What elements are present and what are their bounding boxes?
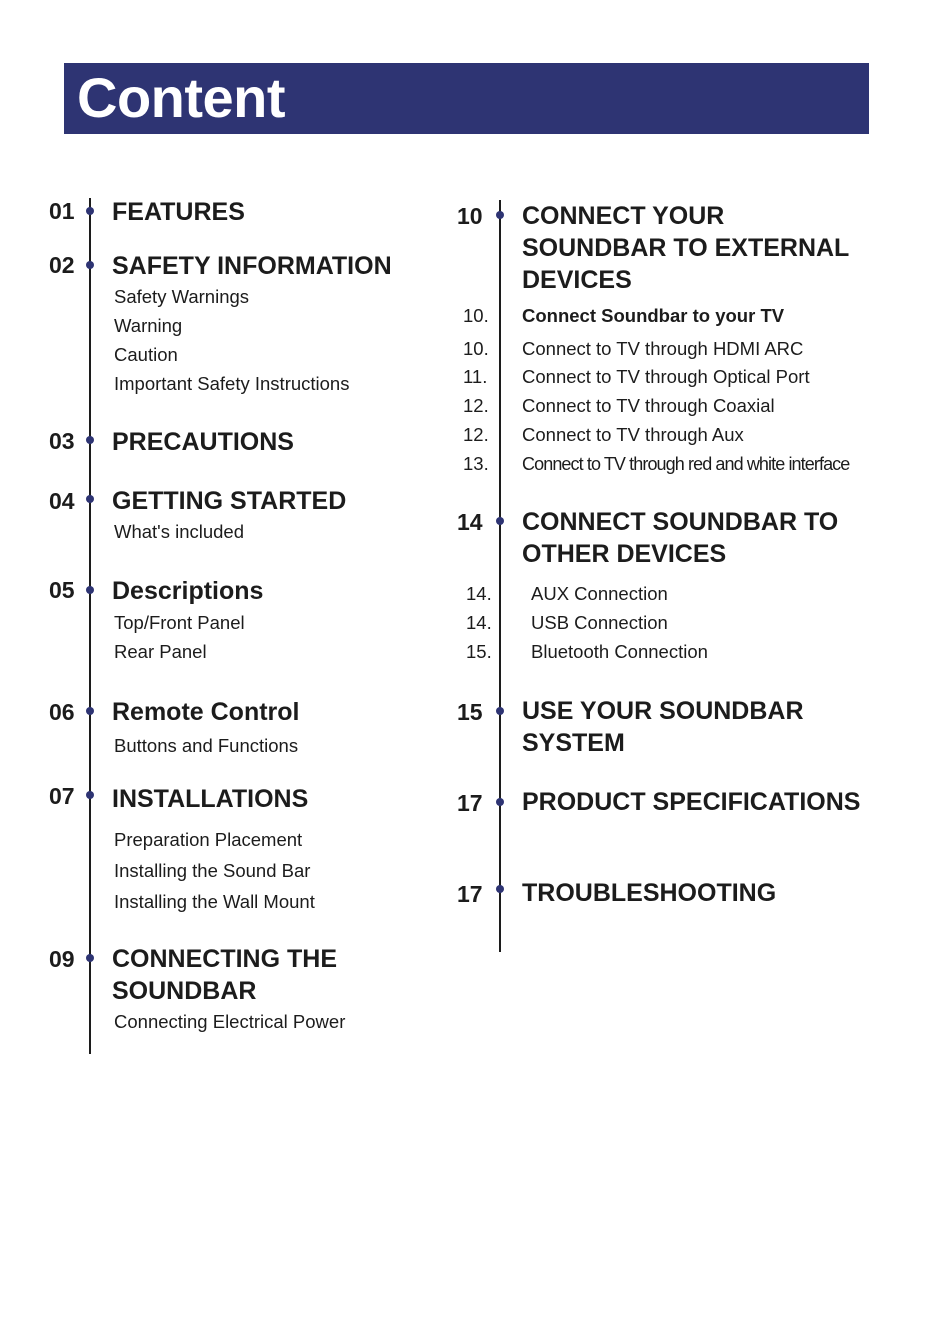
section-title-product-specifications[interactable]: PRODUCT SPECIFICATIONS	[522, 788, 861, 816]
right-timeline-line	[499, 200, 501, 952]
section-title-remote-control[interactable]: Remote Control	[112, 698, 300, 726]
section-number: 06	[49, 699, 75, 725]
subsection-item[interactable]: USB Connection	[531, 612, 668, 633]
section-number: 02	[49, 252, 75, 278]
timeline-dot	[86, 495, 94, 503]
subsection-item[interactable]: Safety Warnings	[114, 286, 250, 307]
subsection-item[interactable]: Connect to TV through red and white interface	[522, 454, 850, 474]
section-title-installations[interactable]: INSTALLATIONS	[112, 785, 309, 813]
section-number: 14	[457, 509, 483, 535]
subsection-page-number: 12.	[463, 395, 489, 416]
timeline-dot	[86, 791, 94, 799]
subsection-item[interactable]: What's included	[114, 521, 245, 542]
subsection-item[interactable]: AUX Connection	[531, 583, 668, 604]
subsection-page-number: 10.	[463, 338, 489, 359]
page-title: Content	[77, 66, 286, 129]
subsection-page-number: 10.	[463, 305, 489, 326]
section-title-descriptions[interactable]: Descriptions	[112, 577, 264, 605]
subsection-item[interactable]: Connecting Electrical Power	[114, 1011, 346, 1032]
section-title-connect-your-soundbar[interactable]: CONNECT YOUR	[522, 202, 725, 230]
timeline-dot	[86, 707, 94, 715]
timeline-dot	[496, 707, 504, 715]
section-title-safety-information[interactable]: SAFETY INFORMATION	[112, 252, 392, 280]
subsection-page-number: 15.	[466, 641, 492, 662]
section-title-use-your-soundbar-system[interactable]: USE YOUR SOUNDBAR	[522, 697, 804, 725]
content-banner	[64, 63, 869, 134]
timeline-dot	[496, 211, 504, 219]
subsection-item[interactable]: Preparation Placement	[114, 829, 303, 850]
timeline-dot	[86, 261, 94, 269]
subsection-item-bold[interactable]: Connect Soundbar to your TV	[522, 305, 785, 326]
subsection-item[interactable]: Connect to TV through Aux	[522, 424, 744, 445]
timeline-dot	[496, 517, 504, 525]
subsection-item[interactable]: Bluetooth Connection	[531, 641, 708, 662]
section-title-connect-your-soundbar-line3[interactable]: DEVICES	[522, 266, 632, 294]
subsection-item[interactable]: Buttons and Functions	[114, 735, 299, 756]
section-title-connect-soundbar-to-other-devices-line2[interactable]: OTHER DEVICES	[522, 540, 727, 568]
subsection-item[interactable]: Important Safety Instructions	[114, 373, 350, 394]
section-title-connect-soundbar-to-other-devices[interactable]: CONNECT SOUNDBAR TO	[522, 508, 839, 536]
section-number: 03	[49, 428, 75, 454]
section-title-getting-started[interactable]: GETTING STARTED	[112, 487, 347, 515]
timeline-dot	[86, 586, 94, 594]
timeline-dot	[496, 885, 504, 893]
timeline-dot	[86, 954, 94, 962]
section-number: 07	[49, 783, 75, 809]
left-timeline-line	[89, 198, 91, 1054]
section-number: 10	[457, 203, 483, 229]
section-title-features[interactable]: FEATURES	[112, 198, 245, 226]
section-title-connecting-the-soundbar[interactable]: CONNECTING THE	[112, 945, 337, 973]
subsection-page-number: 13.	[463, 453, 489, 474]
section-title-troubleshooting[interactable]: TROUBLESHOOTING	[522, 879, 777, 907]
timeline-dot	[496, 798, 504, 806]
subsection-item[interactable]: Connect to TV through Coaxial	[522, 395, 775, 416]
section-number: 05	[49, 577, 75, 603]
subsection-item[interactable]: Caution	[114, 344, 178, 365]
section-title-connecting-the-soundbar-line2[interactable]: SOUNDBAR	[112, 977, 257, 1005]
subsection-item[interactable]: Top/Front Panel	[114, 612, 245, 633]
section-title-precautions[interactable]: PRECAUTIONS	[112, 428, 294, 456]
section-number: 17	[457, 881, 483, 907]
subsection-item[interactable]: Installing the Wall Mount	[114, 891, 315, 912]
section-number: 04	[49, 488, 75, 514]
section-number: 09	[49, 946, 75, 972]
section-number: 01	[49, 198, 75, 224]
timeline-dot	[86, 436, 94, 444]
timeline-dot	[86, 207, 94, 215]
section-number: 17	[457, 790, 483, 816]
section-title-use-your-soundbar-system-line2[interactable]: SYSTEM	[522, 729, 625, 757]
section-title-connect-your-soundbar-line2[interactable]: SOUNDBAR TO EXTERNAL	[522, 234, 850, 262]
subsection-item[interactable]: Warning	[114, 315, 183, 336]
subsection-page-number: 14.	[466, 612, 492, 633]
subsection-page-number: 11.	[463, 366, 488, 387]
subsection-item[interactable]: Rear Panel	[114, 641, 207, 662]
subsection-page-number: 12.	[463, 424, 489, 445]
subsection-item[interactable]: Installing the Sound Bar	[114, 860, 311, 881]
subsection-item[interactable]: Connect to TV through HDMI ARC	[522, 338, 804, 359]
subsection-item[interactable]: Connect to TV through Optical Port	[522, 366, 810, 387]
section-number: 15	[457, 699, 483, 725]
subsection-page-number: 14.	[466, 583, 492, 604]
